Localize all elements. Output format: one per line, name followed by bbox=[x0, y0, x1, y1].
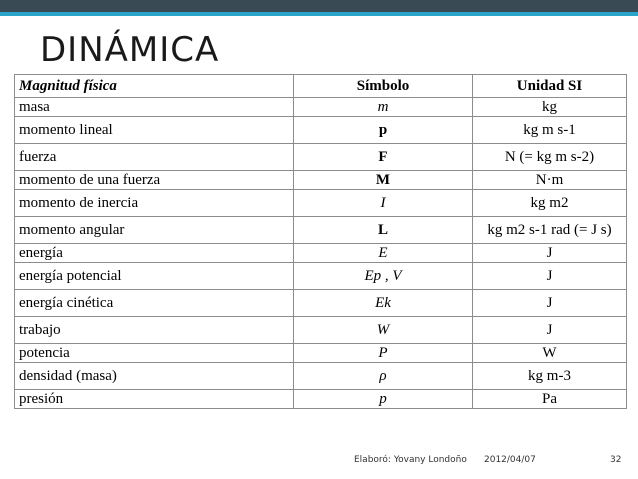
header-accent-bar bbox=[0, 12, 638, 16]
magnitude-cell: densidad (masa) bbox=[15, 363, 294, 390]
table-row bbox=[15, 117, 627, 144]
footer-date: 2012/04/07 bbox=[484, 455, 536, 465]
unit-cell: Pa bbox=[473, 390, 627, 409]
table-row bbox=[15, 290, 627, 317]
unit-cell: N (= kg m s-2) bbox=[473, 144, 627, 171]
magnitude-cell: potencia bbox=[15, 344, 294, 363]
unit-cell: kg m2 bbox=[473, 190, 627, 217]
unit-cell: J bbox=[473, 290, 627, 317]
magnitude-cell: energía potencial bbox=[15, 263, 294, 290]
unit-cell: kg bbox=[473, 98, 627, 117]
header-bar bbox=[0, 0, 638, 12]
footer-page-number: 32 bbox=[610, 455, 622, 465]
physics-table bbox=[14, 74, 627, 409]
magnitude-cell: masa bbox=[15, 98, 294, 117]
magnitude-cell: momento de inercia bbox=[15, 190, 294, 217]
symbol-cell: W bbox=[294, 317, 473, 344]
table-row bbox=[15, 217, 627, 244]
table-row bbox=[15, 363, 627, 390]
symbol-cell: P bbox=[294, 344, 473, 363]
table-row bbox=[15, 317, 627, 344]
symbol-cell: M bbox=[294, 171, 473, 190]
table-row bbox=[15, 98, 627, 117]
unit-cell: J bbox=[473, 263, 627, 290]
header-magnitud: Magnitud física bbox=[15, 75, 294, 98]
unit-cell: W bbox=[473, 344, 627, 363]
magnitude-cell: momento angular bbox=[15, 217, 294, 244]
magnitude-cell: fuerza bbox=[15, 144, 294, 171]
table-row bbox=[15, 263, 627, 290]
symbol-cell: I bbox=[294, 190, 473, 217]
unit-cell: N·m bbox=[473, 171, 627, 190]
header-simbolo: Símbolo bbox=[294, 75, 473, 98]
magnitude-cell: momento de una fuerza bbox=[15, 171, 294, 190]
unit-cell: J bbox=[473, 317, 627, 344]
magnitude-cell: presión bbox=[15, 390, 294, 409]
symbol-cell: Ek bbox=[294, 290, 473, 317]
symbol-cell: p bbox=[294, 390, 473, 409]
symbol-cell: E bbox=[294, 244, 473, 263]
table-row bbox=[15, 244, 627, 263]
table-row bbox=[15, 144, 627, 171]
unit-cell: J bbox=[473, 244, 627, 263]
table-row bbox=[15, 171, 627, 190]
table-header-row bbox=[15, 75, 627, 98]
magnitude-cell: trabajo bbox=[15, 317, 294, 344]
slide-title: DINÁMICA bbox=[40, 30, 220, 70]
symbol-cell: ρ bbox=[294, 363, 473, 390]
table-row bbox=[15, 190, 627, 217]
symbol-cell: F bbox=[294, 144, 473, 171]
magnitude-cell: momento lineal bbox=[15, 117, 294, 144]
footer-author: Elaboró: Yovany Londoño bbox=[354, 455, 467, 465]
symbol-cell: m bbox=[294, 98, 473, 117]
unit-cell: kg m2 s-1 rad (= J s) bbox=[473, 217, 627, 244]
unit-cell: kg m-3 bbox=[473, 363, 627, 390]
unit-cell: kg m s-1 bbox=[473, 117, 627, 144]
table-row bbox=[15, 344, 627, 363]
symbol-cell: p bbox=[294, 117, 473, 144]
magnitude-cell: energía bbox=[15, 244, 294, 263]
magnitude-cell: energía cinética bbox=[15, 290, 294, 317]
header-unidad: Unidad SI bbox=[473, 75, 627, 98]
symbol-cell: Ep , V bbox=[294, 263, 473, 290]
symbol-cell: L bbox=[294, 217, 473, 244]
table-row bbox=[15, 390, 627, 409]
